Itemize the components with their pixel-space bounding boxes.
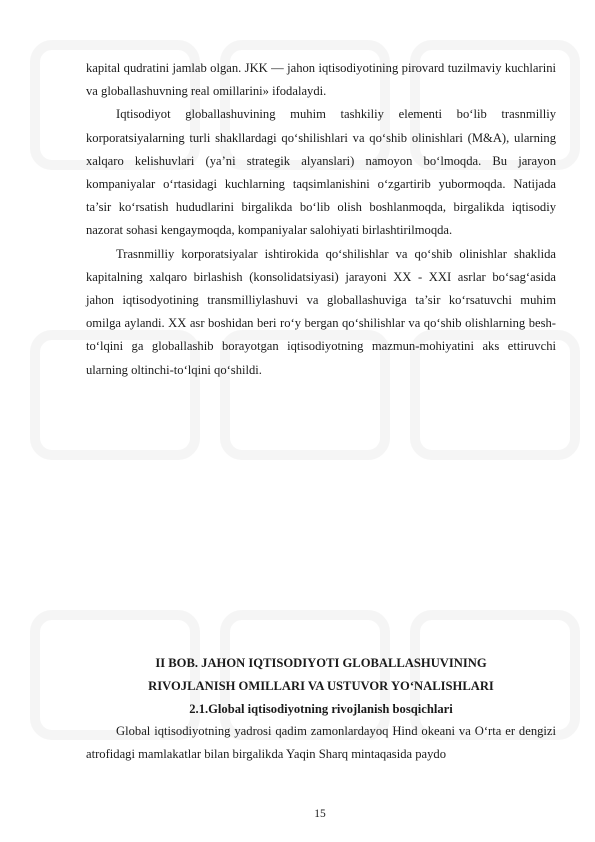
chapter-title-line-1: II BOB. JAHON IQTISODIYOTI GLOBALLASHUVINING bbox=[155, 656, 487, 670]
body-text bbox=[86, 57, 556, 382]
paragraph-2: Iqtisodiyot globallashuvining muhim tashkiliy elementi bo‘lib trasnmilliy korporatsiyalarning turli shakllardagi qo‘shilishlari va qo‘shib olinishlari (M&A), ularning xalqaro kelishuvlari (ya’ni strategik alyanslari) namoyon bo‘lmoqda. Bu jarayon kompaniyalar o‘rtasidagi kuchlarning taqsimlanishini o‘zgartirib yubormoqda. Natijada ta’sir ko‘rsatish hududlarini birgalikda bo‘lib olish boshlanmoqda, birgalikda iqtisodiy nazorat sohasi kengaymoqda, kompaniyalar salohiyati birlashtirilmoqda. bbox=[86, 107, 556, 238]
chapter-title-line-2: RIVOJLANISH OMILLARI VA USTUVOR YO‘NALISHLARI bbox=[148, 679, 494, 694]
section-body bbox=[86, 720, 556, 766]
section-title: 2.1.Global iqtisodiyotning rivojlanish bosqichlari bbox=[189, 702, 453, 717]
chapter-heading bbox=[86, 652, 556, 722]
paragraph-1: kapital qudratini jamlab olgan. JKK — jahon iqtisodiyotining pirovard tuzilmaviy kuchlarini va globallashuvning real omillarini» ifodalaydi. bbox=[86, 61, 556, 99]
page-number: 15 bbox=[314, 808, 326, 820]
paragraph-3: Trasnmilliy korporatsiyalar ishtirokida qo‘shilishlar va qo‘shib olinishlar shaklida kapitalning xalqaro birlashish (konsolidatsiyasi) jarayoni XX - XXI asrlar bo‘sag‘asida jahon iqtisodyotining transmilliylashuvi va globallashuviga ta’sir ko‘rsatuvchi muhim omilga aylandi. XX asr boshidan beri ro‘y bergan qo‘shilishlar va qo‘shib olishlarning besh-to‘lqini ga globallashib borayotgan iqtisodiyotning mazmun-mohiyatini aks ettiruvchi ularning oltinchi-to‘lqini qo‘shildi. bbox=[86, 246, 556, 377]
paragraph-4: Global iqtisodiyotning yadrosi qadim zamonlardayoq Hind okeani va O‘rta er dengizi atrofidagi mamlakatlar bilan birgalikda Yaqin Sharq mintaqasida paydo bbox=[86, 724, 556, 762]
